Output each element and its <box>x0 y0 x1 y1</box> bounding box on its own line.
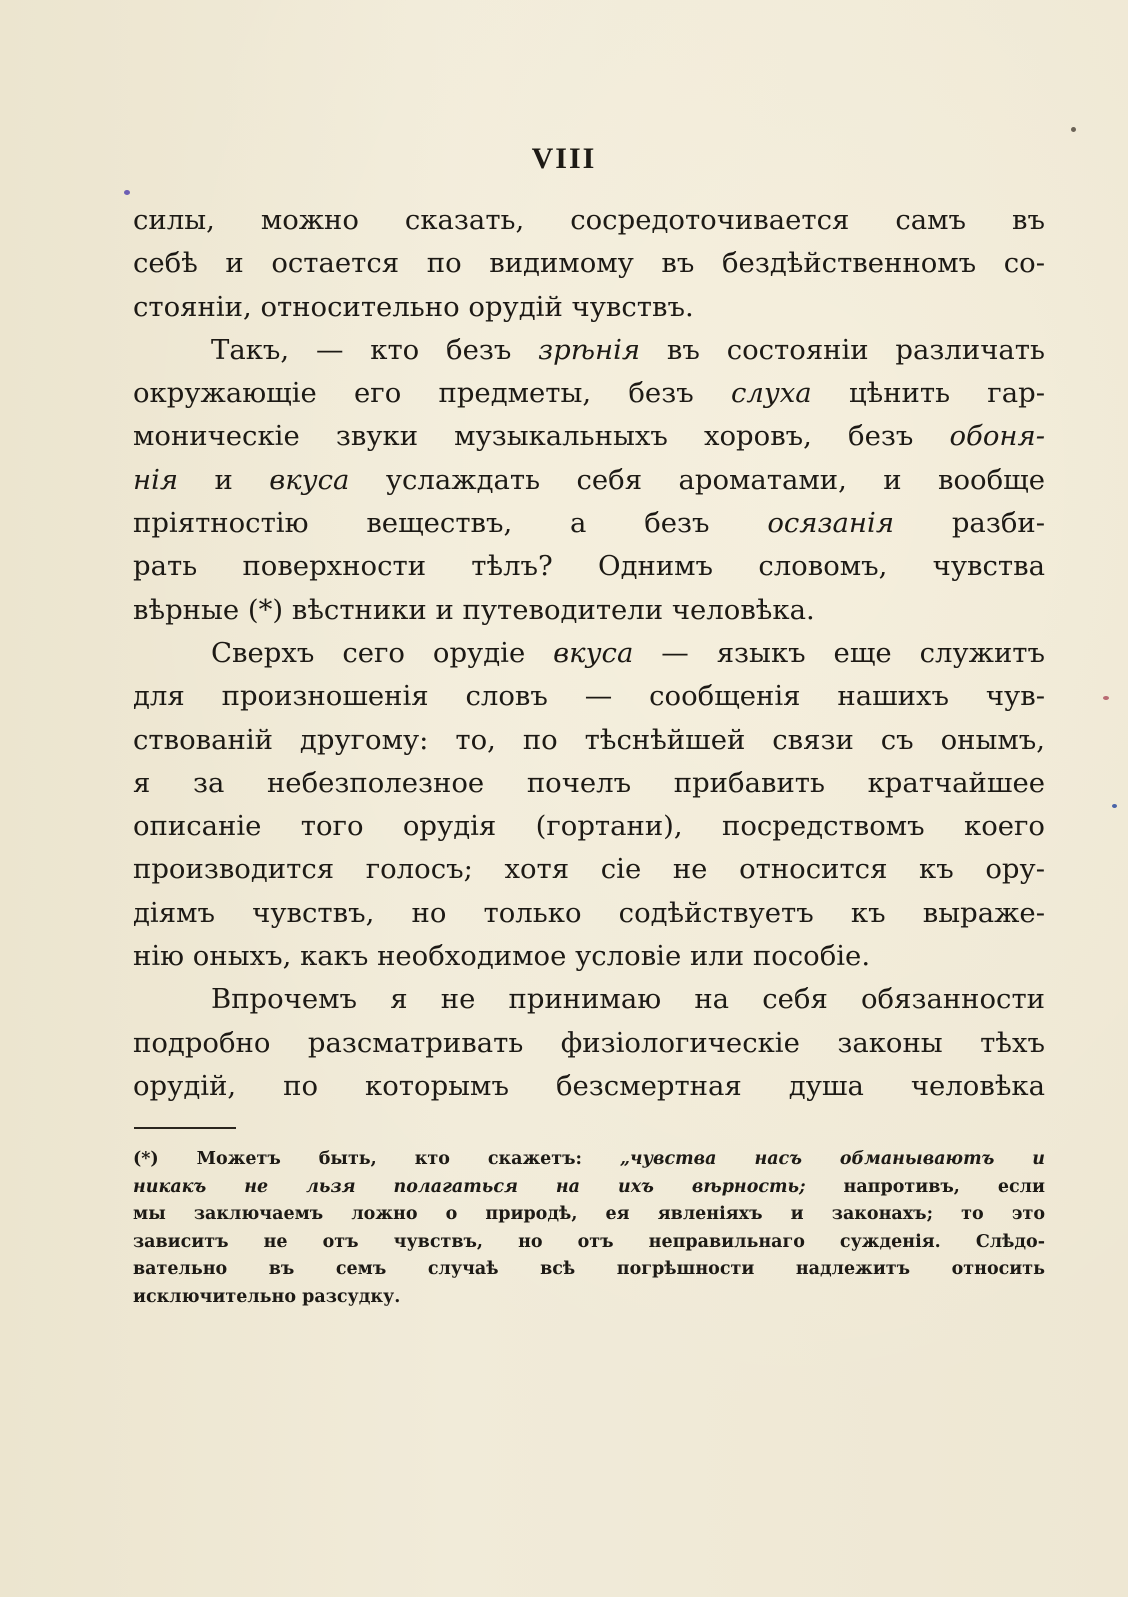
text-line: ствованій другому: то, по тѣснѣйшей связи съ онымъ, <box>133 723 1045 756</box>
text-line: я за небезполезное почелъ прибавить кратчайшее <box>133 766 1045 799</box>
text-run: въ состояніи различать <box>640 333 1045 366</box>
text-line: діямъ чувствъ, но только содѣйствуетъ къ выраже- <box>133 896 1045 929</box>
italic-term: „чувства насъ обманываютъ и <box>619 1149 1046 1169</box>
text-run: окружающіе его предметы, безъ <box>133 377 731 410</box>
italic-term: обоня- <box>949 420 1045 453</box>
footnote-line: вательно въ семъ случаѣ всѣ погрѣшности надлежитъ относить <box>133 1259 1045 1280</box>
text-run: Такъ, — кто безъ <box>211 333 539 366</box>
text-line <box>133 329 1045 372</box>
footnote-line: исключительно разсудку. <box>133 1286 401 1307</box>
footnote-line <box>133 1146 1045 1174</box>
italic-term: никакъ не льзя полагаться на ихъ вѣрность; <box>133 1176 806 1197</box>
page-number: VIII <box>531 142 597 175</box>
footnote-line: зависитъ не отъ чувствъ, но отъ неправильнаго сужденія. Слѣдо- <box>133 1231 1045 1252</box>
text-run: пріятностію веществъ, а безъ <box>133 507 768 540</box>
italic-term: слуха <box>730 377 812 410</box>
footnote-line: мы заключаемъ ложно о природѣ, ея явленіяхъ и законахъ; то это <box>133 1204 1045 1225</box>
italic-term: вкуса <box>553 636 634 669</box>
text-line <box>133 632 1045 675</box>
text-line: подробно разсматривать физіологическіе законы тѣхъ <box>133 1026 1045 1059</box>
text-line <box>133 502 1045 545</box>
footnote-line <box>133 1174 1045 1202</box>
text-run: разби- <box>894 507 1045 540</box>
text-run: Сверхъ сего орудіе <box>211 636 554 669</box>
text-line: вѣрные (*) вѣстники и путеводители человѣка. <box>133 593 815 626</box>
text-run: (*) Можетъ быть, кто скажетъ: <box>133 1149 620 1169</box>
ink-speck <box>1103 696 1109 700</box>
ink-speck <box>124 190 130 195</box>
text-line <box>133 459 1045 502</box>
text-line: для произношенія словъ — сообщенія нашихъ чув- <box>133 680 1045 713</box>
text-line: производится голосъ; хотя сіе не относится къ ору- <box>133 853 1045 886</box>
text-line: себѣ и остается по видимому въ бездѣйственномъ со- <box>133 247 1045 280</box>
text-line: рать поверхности тѣлъ? Однимъ словомъ, чувства <box>133 550 1045 583</box>
text-line: описаніе того орудія (гортани), посредствомъ коего <box>133 810 1045 843</box>
main-text <box>133 199 1045 1108</box>
italic-term: осязанія <box>767 507 895 540</box>
text-run: цѣнить гар- <box>811 377 1045 410</box>
text-run: и <box>178 463 270 496</box>
text-line: стояніи, относительно орудій чувствъ. <box>133 290 694 323</box>
text-line: Впрочемъ я не принимаю на себя обязанности <box>211 983 1045 1016</box>
text-line <box>133 372 1045 415</box>
ink-speck <box>1112 804 1117 808</box>
ink-speck <box>1071 127 1076 132</box>
text-run: — языкъ еще служитъ <box>633 636 1045 669</box>
text-run: напротивъ, если <box>805 1176 1045 1197</box>
text-line: орудій, по которымъ безсмертная душа человѣка <box>133 1069 1045 1102</box>
footnote-rule <box>134 1127 236 1129</box>
footnote <box>133 1146 1045 1312</box>
text-line: силы, можно сказать, сосредоточивается самъ въ <box>133 204 1045 236</box>
italic-term: вкуса <box>269 463 350 496</box>
text-run: моническіе звуки музыкальныхъ хоровъ, безъ <box>133 420 950 453</box>
text-line <box>133 415 1045 458</box>
italic-term: зрѣнія <box>538 333 641 366</box>
text-line: нію оныхъ, какъ необходимое условіе или пособіе. <box>133 940 871 973</box>
text-run: услаждать себя ароматами, и вообще <box>349 463 1045 496</box>
italic-term: нія <box>133 463 179 496</box>
